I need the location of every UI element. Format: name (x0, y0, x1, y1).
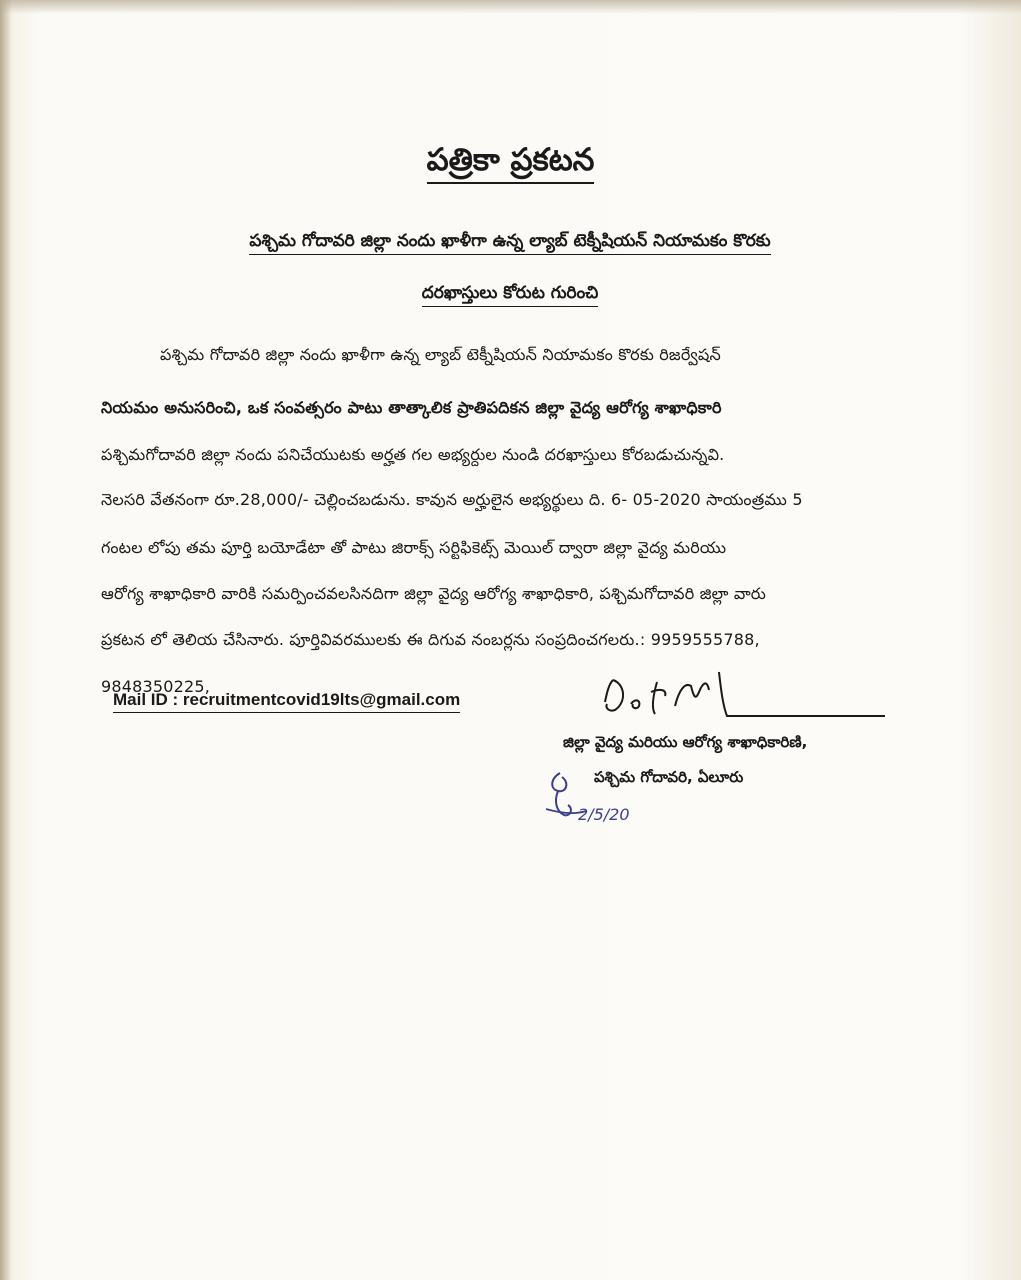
signatory-designation: జిల్లా వైద్య మరియు ఆరోగ్య శాఖాధికారిణి, (563, 733, 808, 751)
scan-edge-left (0, 0, 12, 1280)
body-line-4: నెలసరి వేతనంగా రూ.28,000/- చెల్లించబడును. కావున అర్హులైన అభ్యర్థులు ది. 6- 05-2020 సాయంత్రము 5 (101, 490, 803, 509)
page-title: పత్రికా ప్రకటన (0, 142, 1021, 185)
body-line-6: ఆరోగ్య శాఖాధికారి వారికి సమర్పించవలసినదిగా జిల్లా వైద్య ఆరోగ్య శాఖాధికారి, పశ్చిమగోదావరి జిల్లా వారు (101, 584, 767, 603)
body-line-2: నియమం అనుసరించి, ఒక సంవత్సరం పాటు తాత్కాలిక ప్రాతిపదికన జిల్లా వైద్య ఆరోగ్య శాఖాధికారి (101, 398, 722, 417)
body-line-3: పశ్చిమగోదావరి జిల్లా నందు పనిచేయుటకు అర్హత గల అభ్యర్దుల నుండి దరఖాస్తులు కోరబడుచున్నవి. (101, 445, 725, 464)
body-line-8: 9848350225, (101, 677, 211, 696)
mail-id[interactable]: Mail ID : recruitmentcovid19lts@gmail.com (113, 690, 460, 713)
body-line-5: గంటల లోపు తమ పూర్తి బయోడేటా తో పాటు జిరాక్స్ సర్టిఫికెట్స్ మెయిల్ ద్వారా జిల్లా వైద్య మరియు (101, 538, 727, 557)
subject-line-1: పశ్చిమ గోదావరి జిల్లా నందు ఖాళీగా ఉన్న ల్యాబ్ టెక్నీషియన్ నియామకం కొరకు (60, 231, 960, 255)
signatory-place: పశ్చిమ గోదావరి, ఏలూరు (594, 768, 744, 786)
subject-line-2: దరఖాస్తులు కోరుట గురించి (60, 283, 960, 307)
body-line-1: పశ్చిమ గోదావరి జిల్లా నందు ఖాళీగా ఉన్న ల్యాబ్ టెక్నీషియన్ నియామకం కొరకు రిజర్వేషన్ (160, 345, 721, 364)
handwritten-initials (540, 765, 640, 830)
body-line-7: ప్రకటన లో తెలియ చేసినారు. పూర్తివివరములకు ఈ దిగువ నంబర్లను సంప్రదించగలరు.: 9959555788, (101, 630, 760, 649)
handwritten-date: 2/5/20 (578, 805, 630, 824)
scan-edge-top (0, 0, 1021, 14)
signature (595, 662, 895, 732)
